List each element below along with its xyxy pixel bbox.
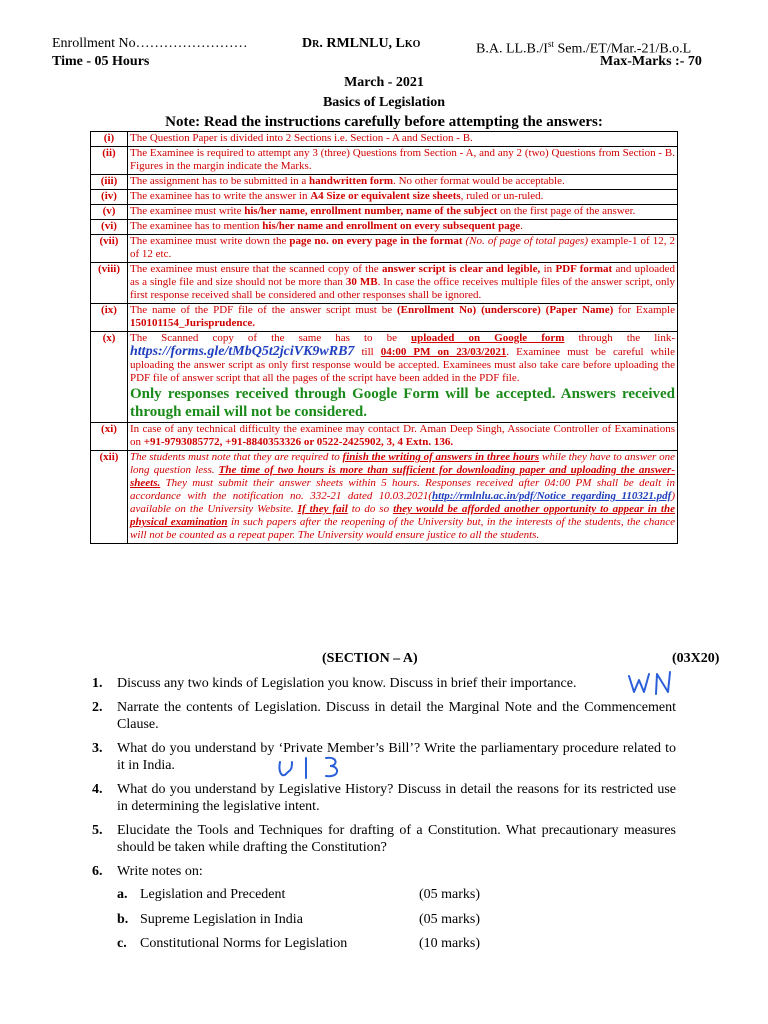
question-item (92, 699, 676, 733)
instruction-row (91, 423, 678, 451)
question-number: 6. (92, 864, 103, 879)
question-item (92, 822, 676, 856)
instruction-text: In case of any technical difficulty the examinee may contact Dr. Aman Deep Singh, Associate Controller of Examinations on +91-9793085772, +91-8840353326 or 0522-2425902, 3, 4 Extn. 136. (128, 423, 678, 451)
instruction-text: The name of the PDF file of the answer script must be (Enrollment No) (underscore) (Paper Name) for Example 150101154_Jurisprudence. (128, 304, 678, 332)
instruction-row (91, 132, 678, 147)
instruction-text: The Examinee is required to attempt any 3 (three) Questions from Section - A, and any 2 (two) Questions from Section - B. Figures in the margin indicate the Marks. (128, 147, 678, 175)
instruction-text: The assignment has to be submitted in a handwritten form. No other format would be acceptable. (128, 175, 678, 190)
instruction-number: (ii) (91, 147, 128, 175)
university-name: Dr. RMLNLU, Lko (302, 36, 421, 51)
subpart-marks: (05 marks) (419, 887, 481, 902)
instruction-text: The examinee has to write the answer in A4 Size or equivalent size sheets, ruled or un-ruled. (128, 190, 678, 205)
notice-link[interactable]: http://rmlnlu.ac.in/pdf/Notice_regarding_110321.pdf (432, 490, 672, 502)
subpart-letter: a. (117, 887, 128, 902)
course-code: B.A. LL.B./Ist Sem./ET/Mar.-21/B.o.L (476, 39, 692, 57)
max-marks: Max-Marks :- 70 (600, 54, 702, 69)
handwritten-mark (276, 754, 350, 782)
question-text: Write notes on: (117, 864, 203, 879)
question-number: 5. (92, 823, 103, 838)
subpart-text: Legislation and Precedent (140, 887, 286, 902)
instruction-row (91, 175, 678, 190)
question-text: What do you understand by Legislative History? Discuss in detail the reasons for its restricted use in determining the legislative intent. (117, 782, 676, 814)
question-number: 2. (92, 700, 103, 715)
instructions-table (90, 131, 678, 544)
instruction-row (91, 190, 678, 205)
question-item (92, 781, 676, 815)
subpart-marks: (10 marks) (419, 936, 481, 951)
instruction-row (91, 304, 678, 332)
question-number: 3. (92, 741, 103, 756)
instruction-text: The Scanned copy of the same has to be uploaded on Google form through the link- https://forms.gle/tMbQ5t2jciVK9wRB7 till 04:00 PM on 23/03/2021. Examinee must be careful while uploading the answer script as only first response would be accepted. Examinees must also take care before uploading the PDF file of answer script that all the pages of the script have been added in the PDF file. Only responses received through Google Form will be accepted. Answers received through email will not be considered. (128, 332, 678, 423)
instruction-row (91, 220, 678, 235)
instruction-text: The students must note that they are required to finish the writing of answers in three hours while they have to answer one long question less. The time of two hours is more than sufficient for downloading paper and uploading the answer-sheets. They must submit their answer sheets within 5 hours. Responses received after 04:00 PM shall be dealt in accordance with the notification no. 332-21 dated 10.03.2021(http://rmlnlu.ac.in/pdf/Notice_regarding_110321.pdf) available on the University Website. If they fail to do so they would be afforded another opportunity to appear in the physical examination in such papers after the reopening of the University but, in the interests of the students, the chance will not be counted as a repeat paper. The University would ensure justice to all the students. (128, 451, 678, 544)
instruction-row (91, 332, 678, 423)
instruction-number: (iv) (91, 190, 128, 205)
section-title: (SECTION – A) (322, 651, 418, 666)
instruction-text: The Question Paper is divided into 2 Sections i.e. Section - A and Section - B. (128, 132, 678, 147)
subpart-letter: c. (117, 936, 127, 951)
instruction-text: The examinee must ensure that the scanned copy of the answer script is clear and legible, in PDF format and uploaded as a single file and size should not be more than 30 MB. In case the office receives multiple files of the answer script, only first response received shall be considered and other responses shall be ignored. (128, 263, 678, 304)
question-text: Narrate the contents of Legislation. Discuss in detail the Marginal Note and the Commencement Clause. (117, 700, 676, 732)
instruction-number: (i) (91, 132, 128, 147)
google-form-link[interactable]: https://forms.gle/tMbQ5t2jciVK9wRB7 (130, 344, 355, 359)
question-item (92, 863, 676, 880)
instruction-number: (viii) (91, 263, 128, 304)
subpart-letter: b. (117, 912, 129, 927)
question-text: Elucidate the Tools and Techniques for drafting of a Constitution. What precautionary measures should be taken while drafting the Constitution? (117, 823, 676, 855)
instruction-number: (iii) (91, 175, 128, 190)
section-marks: (03X20) (672, 651, 720, 666)
exam-time: Time - 05 Hours (52, 54, 150, 69)
instruction-number: (x) (91, 332, 128, 423)
google-form-notice: Only responses received through Google Form will be accepted. Answers received through email will not be considered. (130, 386, 675, 420)
instruction-row (91, 235, 678, 263)
question-text: Discuss any two kinds of Legislation you know. Discuss in brief their importance. (117, 676, 577, 691)
question-number: 1. (92, 676, 103, 691)
instruction-text: The examinee must write down the page no. on every page in the format (No. of page of total pages) example-1 of 12, 2 of 12 etc. (128, 235, 678, 263)
question-item (92, 675, 676, 692)
subpart-marks: (05 marks) (419, 912, 481, 927)
enrollment-label: Enrollment No…………………… (52, 36, 248, 51)
instruction-number: (v) (91, 205, 128, 220)
instruction-text: The examinee has to mention his/her name and enrollment on every subsequent page. (128, 220, 678, 235)
subpart-item (117, 935, 537, 952)
subpart-item (117, 911, 537, 928)
subpart-item (117, 886, 537, 903)
instruction-number: (vi) (91, 220, 128, 235)
instructions-note: Note: Read the instructions carefully before attempting the answers: (165, 114, 603, 130)
instruction-row (91, 451, 678, 544)
paper-subject: Basics of Legislation (322, 95, 446, 110)
instruction-number: (xii) (91, 451, 128, 544)
subpart-text: Constitutional Norms for Legislation (140, 936, 348, 951)
instruction-number: (ix) (91, 304, 128, 332)
instruction-number: (vii) (91, 235, 128, 263)
instruction-text: The examinee must write his/her name, enrollment number, name of the subject on the first page of the answer. (128, 205, 678, 220)
instruction-row (91, 147, 678, 175)
subpart-text: Supreme Legislation in India (140, 912, 303, 927)
question-number: 4. (92, 782, 103, 797)
instruction-number: (xi) (91, 423, 128, 451)
question-text: What do you understand by ‘Private Member’s Bill’? Write the parliamentary procedure related to it in India. (117, 741, 676, 773)
handwritten-mark (626, 668, 682, 698)
instruction-row (91, 205, 678, 220)
instruction-row (91, 263, 678, 304)
exam-date: March - 2021 (344, 75, 424, 90)
question-item (92, 740, 676, 774)
